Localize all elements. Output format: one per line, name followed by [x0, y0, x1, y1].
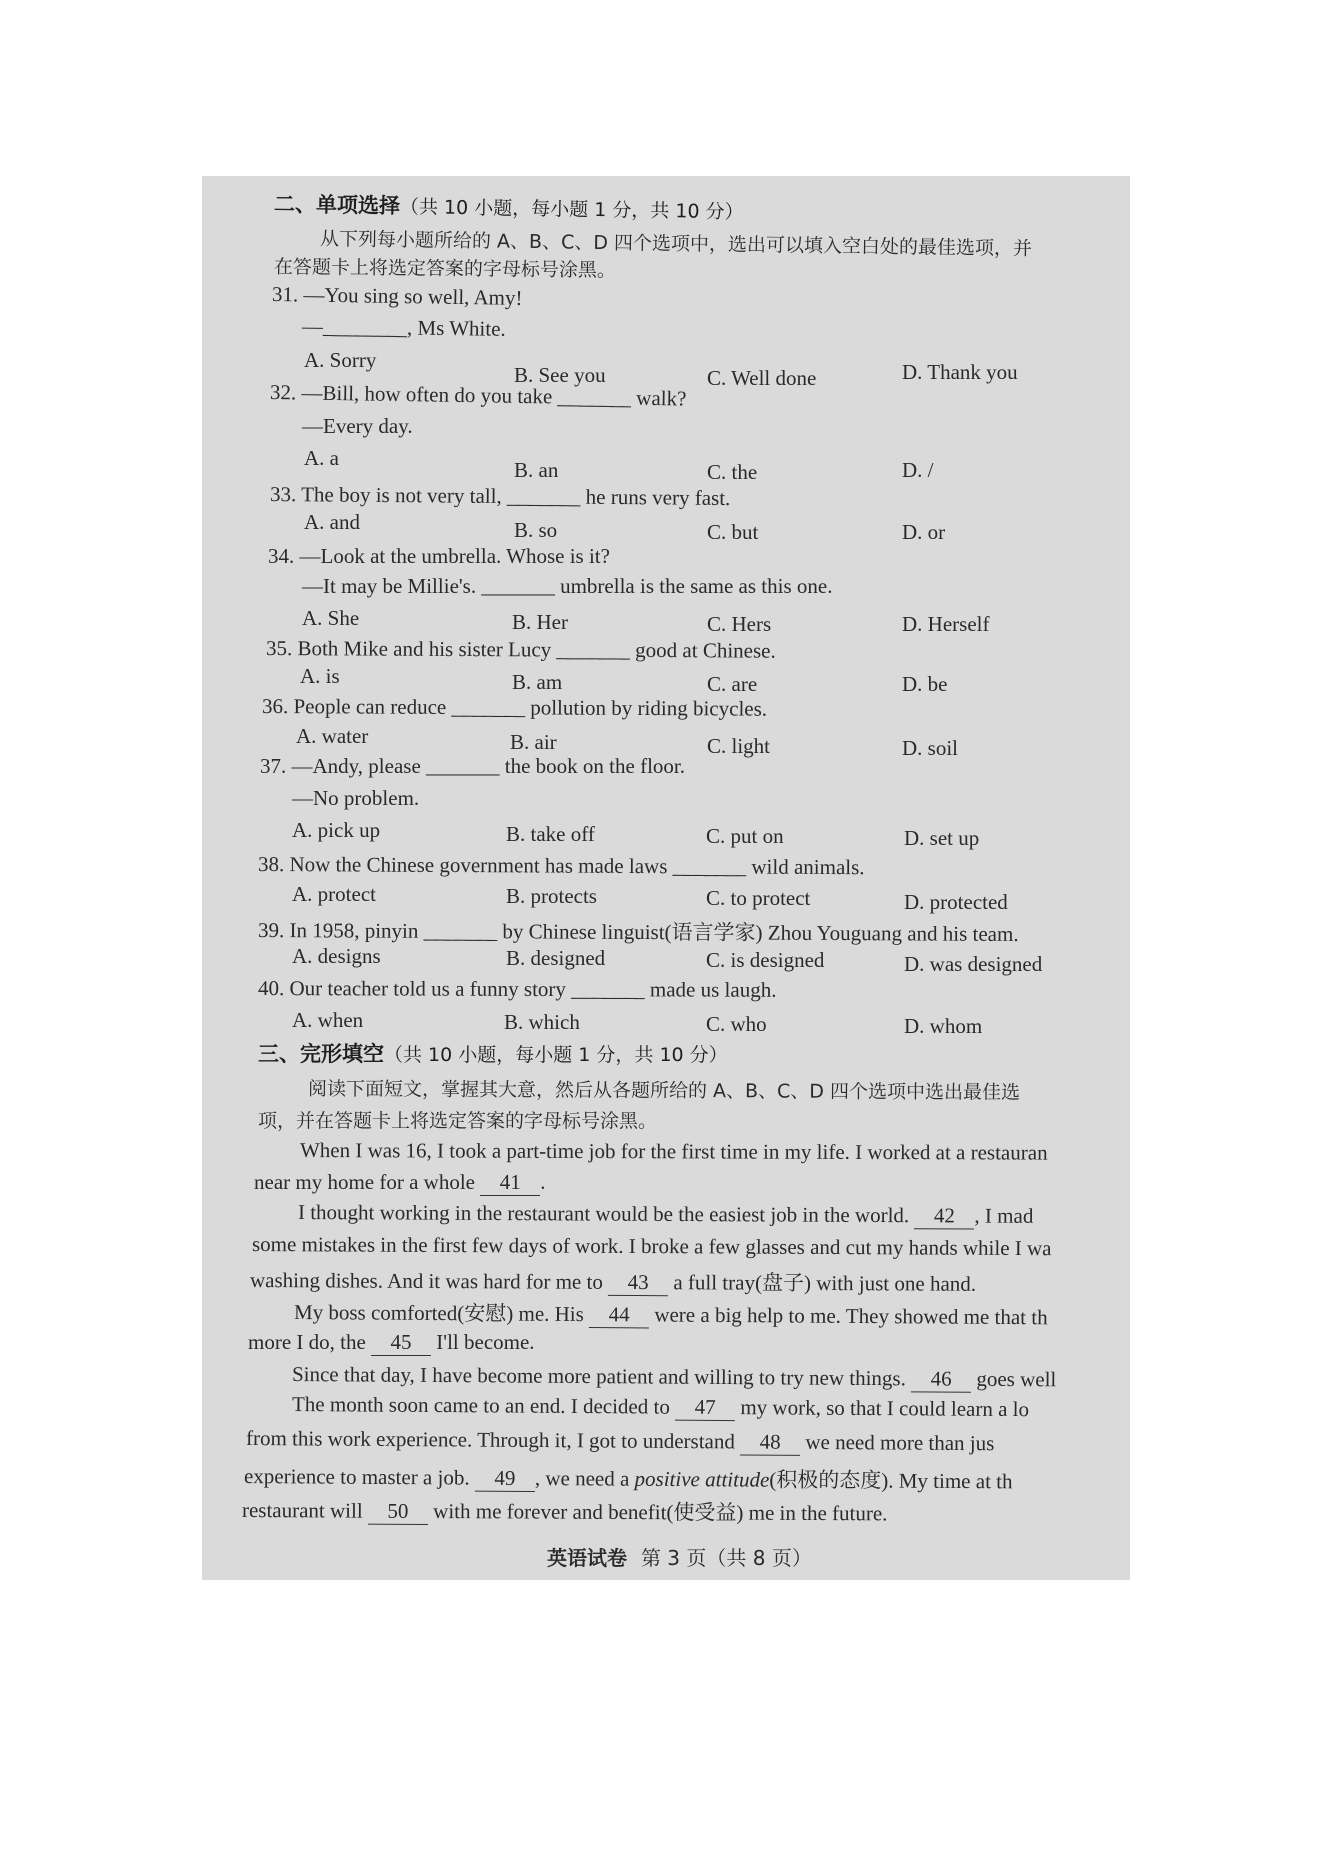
page-footer — [547, 1542, 812, 1571]
passage-line-5 — [250, 1264, 976, 1298]
question-37: 37. —Andy, please _______ the book on the floor. — [260, 754, 685, 778]
q31-option-b: B. See you — [514, 363, 606, 387]
question-33: 33. The boy is not very tall, _______ he runs very fast. — [269, 482, 731, 511]
section-3-instruction-2: 项，并在答题卡上将选定答案的字母标号涂黑。 — [258, 1110, 658, 1132]
passage-line-3 — [298, 1200, 1034, 1230]
blank-47: 47 — [675, 1395, 735, 1421]
q38-option-d: D. protected — [904, 890, 1008, 914]
q39-option-b: B. designed — [506, 946, 606, 970]
q40-option-a: A. when — [292, 1008, 364, 1032]
q33-option-b: B. so — [514, 518, 558, 542]
section-2-title — [274, 188, 744, 225]
passage-text: goes well — [971, 1366, 1057, 1392]
passage-text: (积极的态度). My time at th — [769, 1467, 1013, 1494]
q32-option-c: C. the — [707, 460, 758, 484]
passage-text: with me forever and benefit(使受益) me in the future. — [427, 1498, 888, 1526]
q37-option-d: D. set up — [904, 826, 980, 850]
q33-option-c: C. but — [707, 520, 759, 544]
q32-option-a: A. a — [304, 446, 339, 470]
q33-option-a: A. and — [304, 510, 360, 534]
q35-option-a: A. is — [300, 664, 340, 688]
section-3-note: （共 10 小题，每小题 1 分，共 10 分） — [384, 1044, 728, 1066]
question-40: 40. Our teacher told us a funny story _______ made us laugh. — [257, 976, 777, 1002]
passage-italic: positive attitude — [634, 1466, 770, 1492]
passage-text: I thought working in the restaurant would be the easiest job in the world. — [297, 1200, 915, 1228]
section-3-instruction-1: 阅读下面短文，掌握其大意，然后从各题所给的 A、B、C、D 四个选项中选出最佳选 — [307, 1078, 1021, 1104]
passage-text: My boss comforted(安慰) me. His — [293, 1300, 590, 1327]
q38-option-b: B. protects — [506, 884, 597, 908]
q33-option-d: D. or — [902, 520, 946, 544]
q38-option-a: A. protect — [292, 882, 376, 906]
q34-option-a: A. She — [302, 606, 360, 630]
question-34: 34. —Look at the umbrella. Whose is it? — [268, 544, 610, 568]
section-2-instruction-1: 从下列每小题所给的 A、B、C、D 四个选项中，选出可以填入空白处的最佳选项，并 — [319, 228, 1033, 260]
passage-line-12 — [242, 1494, 888, 1527]
passage-text: The month soon came to an end. I decided to — [291, 1392, 676, 1419]
question-37-line-2: —No problem. — [292, 786, 420, 810]
passage-line-9 — [292, 1392, 1029, 1423]
q31-option-a: A. Sorry — [304, 348, 377, 372]
q35-option-d: D. be — [902, 672, 948, 696]
section-3-title — [258, 1038, 728, 1068]
passage-line-10 — [246, 1426, 995, 1457]
exam-page-photo — [202, 176, 1130, 1580]
passage-text: my work, so that I could learn a lo — [735, 1395, 1030, 1422]
question-36: 36. People can reduce _______ pollution by riding bicycles. — [261, 694, 768, 721]
section-3-title-text: 三、完形填空 — [258, 1042, 384, 1066]
passage-text: . — [540, 1170, 546, 1194]
passage-text: a full tray(盘子) with just one hand. — [668, 1270, 977, 1296]
question-32-line-2: —Every day. — [302, 414, 413, 438]
blank-44: 44 — [589, 1302, 649, 1328]
q36-option-b: B. air — [510, 730, 557, 754]
question-34-line-2: —It may be Millie's. _______ umbrella is the same as this one. — [302, 574, 833, 598]
q32-option-d: D. / — [902, 458, 934, 482]
q40-option-b: B. which — [504, 1010, 580, 1034]
q38-option-c: C. to protect — [706, 886, 811, 910]
q34-option-b: B. Her — [512, 610, 568, 634]
passage-text: washing dishes. And it was hard for me to — [249, 1268, 609, 1294]
blank-42: 42 — [914, 1203, 974, 1229]
footer-subject: 英语试卷 — [547, 1546, 627, 1570]
section-2-title-text: 二、单项选择 — [273, 192, 401, 218]
passage-text: near my home for a whole — [254, 1170, 481, 1194]
passage-text: , we need a — [534, 1466, 635, 1491]
question-38: 38. Now the Chinese government has made laws _______ wild animals. — [257, 852, 865, 880]
passage-line-1: When I was 16, I took a part-time job for the first time in my life. I worked at a restauran — [299, 1138, 1048, 1165]
passage-text: Since that day, I have become more patient and willing to try new things. — [291, 1362, 912, 1391]
passage-text: we need more than jus — [800, 1429, 995, 1456]
passage-text: more I do, the — [248, 1330, 372, 1354]
question-31: 31. —You sing so well, Amy! — [271, 282, 523, 310]
q40-option-c: C. who — [706, 1012, 767, 1036]
section-2-note: （共 10 小题，每小题 1 分，共 10 分） — [399, 195, 744, 224]
q31-option-d: D. Thank you — [902, 360, 1018, 384]
section-2-instruction-2: 在答题卡上将选定答案的字母标号涂黑。 — [273, 256, 617, 282]
blank-49: 49 — [475, 1466, 535, 1492]
q35-option-c: C. are — [707, 672, 758, 696]
q32-option-b: B. an — [514, 458, 559, 482]
passage-line-4: some mistakes in the first few days of work. I broke a few glasses and cut my hands while I wa — [251, 1232, 1052, 1261]
blank-45: 45 — [371, 1330, 431, 1356]
q35-option-b: B. am — [512, 670, 563, 694]
q31-option-c: C. Well done — [707, 366, 817, 390]
blank-46: 46 — [911, 1366, 971, 1392]
q39-option-c: C. is designed — [706, 948, 825, 972]
q39-option-a: A. designs — [292, 944, 381, 968]
passage-line-8 — [292, 1362, 1056, 1393]
q39-option-d: D. was designed — [904, 952, 1043, 976]
passage-text: experience to master a job. — [243, 1464, 475, 1490]
q36-option-a: A. water — [296, 724, 369, 748]
blank-48: 48 — [740, 1429, 800, 1455]
passage-text: from this work experience. Through it, I got to understand — [245, 1426, 741, 1454]
q40-option-d: D. whom — [904, 1014, 983, 1038]
question-32: 32. —Bill, how often do you take _______ walk? — [269, 380, 687, 411]
passage-text: I'll become. — [431, 1330, 535, 1354]
passage-text: were a big help to me. They showed me that th — [649, 1302, 1048, 1330]
q36-option-c: C. light — [707, 734, 771, 758]
q34-option-d: D. Herself — [902, 612, 990, 636]
q34-option-c: C. Hers — [707, 612, 772, 636]
question-39: 39. In 1958, pinyin _______ by Chinese linguist(语言学家) Zhou Youguang and his team. — [257, 918, 1019, 946]
passage-line-2 — [254, 1170, 546, 1196]
q37-option-a: A. pick up — [292, 818, 381, 842]
q37-option-b: B. take off — [506, 822, 595, 846]
q37-option-c: C. put on — [706, 824, 784, 848]
passage-text: , I mad — [974, 1203, 1034, 1228]
question-35: 35. Both Mike and his sister Lucy _______ good at Chinese. — [265, 636, 776, 663]
blank-43: 43 — [608, 1270, 668, 1296]
blank-41: 41 — [480, 1170, 540, 1196]
passage-text: restaurant will — [241, 1498, 369, 1523]
question-31-line-2: —________, Ms White. — [301, 314, 506, 341]
passage-line-7 — [248, 1330, 535, 1356]
footer-page: 第 3 页（共 8 页） — [640, 1546, 812, 1570]
blank-50: 50 — [368, 1499, 428, 1525]
passage-line-6 — [294, 1296, 1048, 1331]
q36-option-d: D. soil — [902, 736, 959, 760]
passage-line-11 — [244, 1460, 1013, 1495]
